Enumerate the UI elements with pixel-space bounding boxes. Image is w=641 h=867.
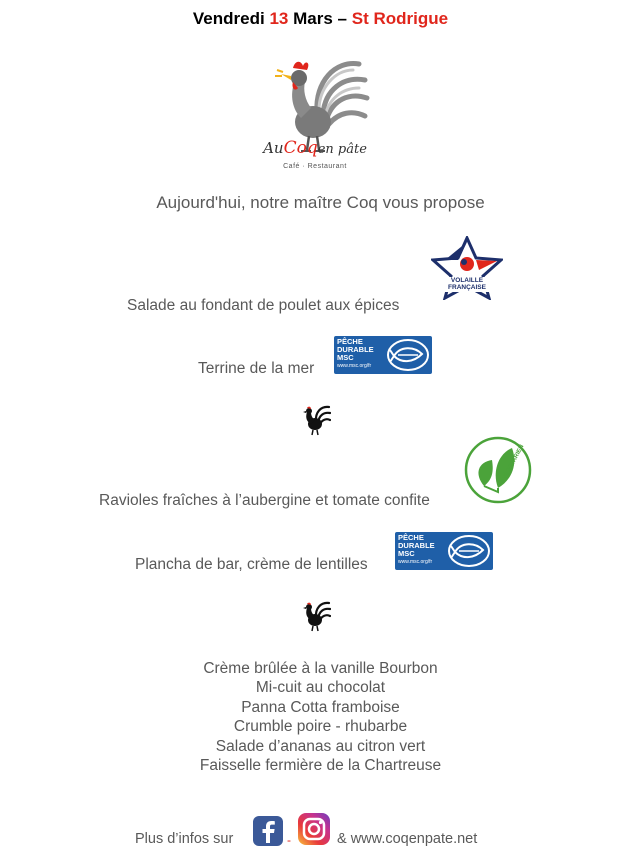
volaille-line1: VOLAILLE	[450, 277, 484, 284]
month-label: Mars	[293, 9, 333, 28]
msc-line2: DURABLE	[398, 541, 435, 550]
dessert-list	[0, 659, 641, 775]
dessert-item: Crumble poire - rhubarbe	[233, 718, 408, 736]
brand-subtitle: Café · Restaurant	[283, 163, 347, 170]
msc-badge	[334, 336, 432, 374]
rooster-icon	[301, 600, 331, 632]
footer-separator: -	[287, 833, 291, 847]
brand-name	[255, 138, 375, 158]
dessert-item: Panna Cotta framboise	[241, 698, 400, 716]
main-item: Plancha de bar, crème de lentilles	[135, 556, 368, 573]
dessert-item: Salade d’ananas au citron vert	[215, 737, 426, 755]
starter-item: Salade au fondant de poulet aux épices	[127, 297, 400, 314]
msc-line1: PÊCHE	[398, 533, 424, 542]
msc-line3: MSC	[337, 353, 354, 362]
msc-label	[398, 534, 435, 566]
footer-website[interactable]: & www.coqenpate.net	[337, 831, 478, 847]
rooster-icon	[301, 404, 331, 436]
saint-name: St Rodrigue	[351, 9, 449, 28]
restaurant-logo	[255, 52, 375, 182]
starter-item: Terrine de la mer	[198, 360, 315, 377]
facebook-icon	[253, 816, 283, 846]
msc-line2: DURABLE	[337, 345, 374, 354]
rooster-separator	[301, 600, 331, 637]
brand-coq: Coq	[283, 138, 318, 158]
msc-label	[337, 338, 374, 370]
msc-url: www.msc.org/fr	[337, 363, 372, 369]
msc-line3: MSC	[398, 549, 415, 558]
instagram-icon	[297, 812, 331, 846]
dessert-item: Mi-cuit au chocolat	[255, 679, 386, 697]
msc-url: www.msc.org/fr	[398, 559, 433, 565]
rooster-separator	[301, 404, 331, 441]
vegetarien-badge	[464, 436, 532, 512]
vegetarien-label: VÉGÉTARIEN	[502, 443, 526, 481]
facebook-link[interactable]	[253, 816, 283, 846]
volaille-francaise-badge	[431, 236, 503, 300]
msc-badge	[395, 532, 493, 570]
dash: –	[337, 9, 347, 28]
brand-en-pate: en pâte	[317, 142, 367, 157]
dessert-item: Faisselle fermière de la Chartreuse	[199, 756, 442, 774]
intro-text: Aujourd'hui, notre maître Coq vous propose	[156, 193, 485, 212]
footer-prefix: Plus d’infos sur	[135, 831, 234, 847]
brand-au: Au	[263, 139, 284, 157]
day-label: Vendredi	[192, 9, 265, 28]
msc-line1: PÊCHE	[337, 337, 363, 346]
main-item: Ravioles fraîches à l’aubergine et tomate confite	[99, 492, 430, 509]
volaille-label	[431, 277, 503, 291]
day-number: 13	[269, 9, 289, 28]
date-heading	[0, 9, 641, 29]
volaille-line2: FRANÇAISE	[448, 284, 486, 291]
dessert-item: Crème brûlée à la vanille Bourbon	[203, 660, 438, 677]
instagram-link[interactable]	[297, 812, 331, 846]
